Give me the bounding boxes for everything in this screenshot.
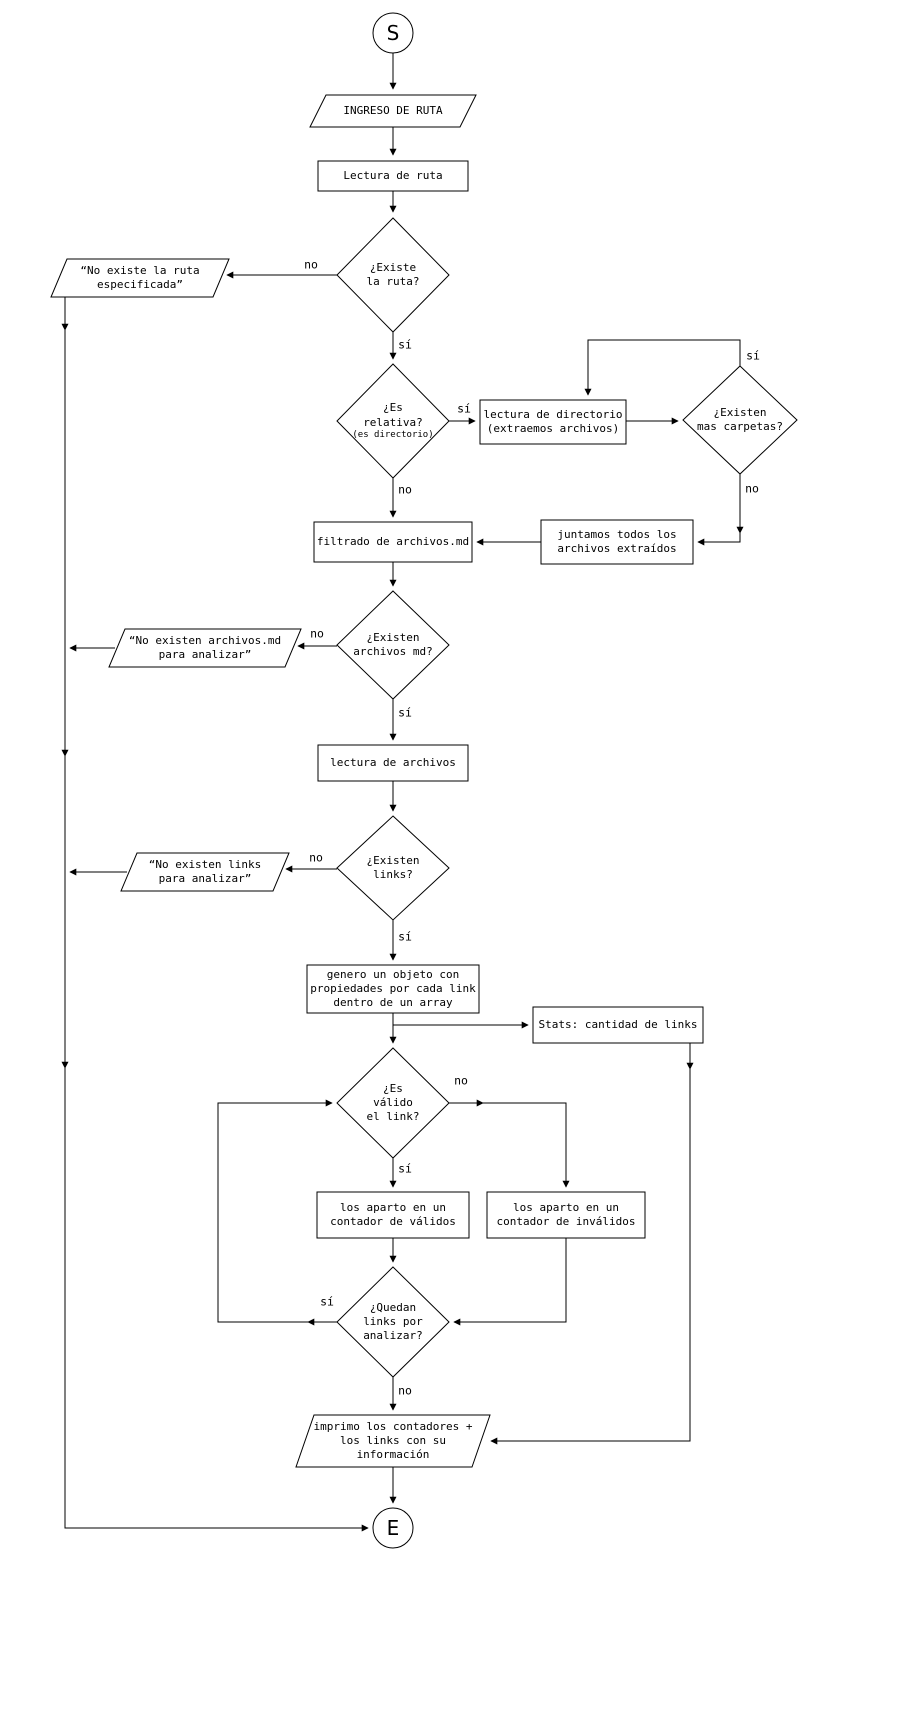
genero-objeto-label: genero un objeto con propiedades por cada link dentro de un array <box>310 967 476 1010</box>
contador-invalidos-process-shape <box>487 1192 645 1238</box>
edge-label-existe-no: no <box>304 257 318 272</box>
es-relativa-main-text: ¿Es relativa? <box>363 401 423 429</box>
edge-label-valido-no: no <box>454 1073 468 1088</box>
edge-carpetas-no-to-juntamos <box>698 474 740 542</box>
edge-carpetas-si-loop <box>588 340 740 395</box>
lectura-directorio-label: lectura de directorio (extraemos archivos) <box>483 407 623 435</box>
edge-label-relativa-si: sí <box>457 401 471 416</box>
existen-carpetas-label: ¿Existen mas carpetas? <box>696 405 784 433</box>
edge-label-existenmd-si: sí <box>398 705 412 720</box>
edge-label-existenmd-no: no <box>310 626 324 641</box>
quedan-links-label: ¿Quedan links por analizar? <box>363 1300 423 1343</box>
imprimo-io-shape <box>296 1415 490 1467</box>
end-terminator-shape <box>373 1508 413 1548</box>
es-relativa-note-text: (es directorio) <box>352 429 434 440</box>
ingreso-ruta-label: INGRESO DE RUTA <box>343 103 443 117</box>
existen-carpetas-decision-shape <box>683 366 797 474</box>
stats-label: Stats: cantidad de links <box>538 1017 698 1031</box>
err-ruta-io-shape <box>51 259 229 297</box>
edge-label-existenlinks-no: no <box>309 850 323 865</box>
lectura-ruta-process-shape <box>318 161 468 191</box>
edge-valido-no-to-invalidos <box>449 1103 566 1187</box>
filtrado-md-label: filtrado de archivos.md <box>316 534 470 548</box>
contador-validos-process-shape <box>317 1192 469 1238</box>
es-relativa-decision-shape <box>337 364 449 478</box>
lectura-directorio-process-shape <box>480 400 626 444</box>
edge-invalidos-to-quedan <box>454 1238 566 1322</box>
err-md-label: “No existen archivos.md para analizar” <box>128 633 282 661</box>
quedan-links-decision-shape <box>337 1267 449 1377</box>
edge-label-relativa-no: no <box>398 482 412 497</box>
edge-label-carpetas-si: sí <box>746 348 760 363</box>
existen-links-label: ¿Existen links? <box>366 853 420 881</box>
contador-invalidos-label: los aparto en un contador de inválidos <box>496 1200 636 1228</box>
stats-process-shape <box>533 1007 703 1043</box>
existe-ruta-decision-shape <box>337 218 449 332</box>
es-valido-label: ¿Es válido el link? <box>366 1081 420 1124</box>
filtrado-md-process-shape <box>314 522 472 562</box>
err-links-label: “No existen links para analizar” <box>148 857 262 885</box>
err-ruta-label: “No existe la ruta especificada” <box>80 263 200 291</box>
edge-label-valido-si: sí <box>398 1161 412 1176</box>
edge-error-rail-to-end <box>65 297 368 1528</box>
ingreso-ruta-io-shape <box>310 95 476 127</box>
err-md-io-shape <box>109 629 301 667</box>
edge-label-existenlinks-si: sí <box>398 929 412 944</box>
start-terminator-label: S <box>386 21 400 45</box>
imprimo-label: imprimo los contadores + los links con su información <box>313 1419 473 1462</box>
es-valido-decision-shape <box>337 1048 449 1158</box>
juntamos-archivos-label: juntamos todos los archivos extraídos <box>557 527 677 555</box>
existen-md-decision-shape <box>337 591 449 699</box>
end-terminator-label: E <box>386 1516 400 1540</box>
existen-links-decision-shape <box>337 816 449 920</box>
lectura-archivos-process-shape <box>318 745 468 781</box>
existen-md-label: ¿Existen archivos md? <box>353 630 433 658</box>
err-links-io-shape <box>121 853 289 891</box>
edge-label-existe-si: sí <box>398 337 412 352</box>
lectura-ruta-label: Lectura de ruta <box>343 168 443 182</box>
contador-validos-label: los aparto en un contador de válidos <box>330 1200 456 1228</box>
existe-ruta-label: ¿Existe la ruta? <box>366 260 420 288</box>
edge-label-quedan-no: no <box>398 1383 412 1398</box>
lectura-archivos-label: lectura de archivos <box>330 755 456 769</box>
edge-label-carpetas-no: no <box>745 481 759 496</box>
edge-label-quedan-si: sí <box>320 1294 334 1309</box>
genero-objeto-process-shape <box>307 965 479 1013</box>
start-terminator-shape <box>373 13 413 53</box>
node-shapes <box>51 13 797 1548</box>
juntamos-archivos-process-shape <box>541 520 693 564</box>
